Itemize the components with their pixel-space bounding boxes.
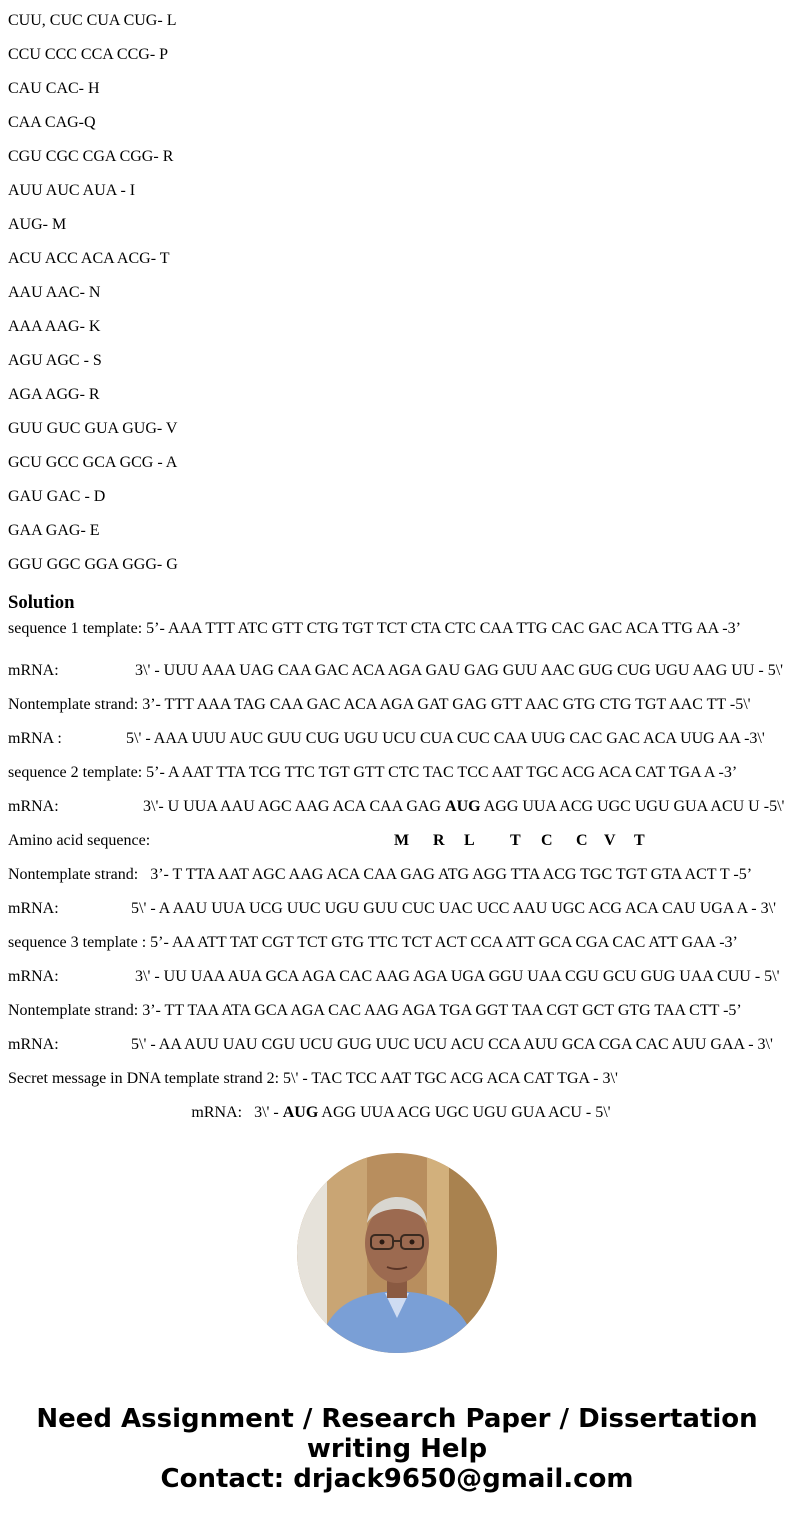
seq1-mrna-line xyxy=(8,650,794,684)
amino-acid-line xyxy=(8,820,794,854)
codon-line: GGU GGC GGA GGG- G xyxy=(8,556,178,573)
amino-acid-letter: C xyxy=(541,832,553,849)
mrna-label: mRNA : xyxy=(8,730,62,747)
codon-line: ACU ACC ACA ACG- T xyxy=(8,250,170,267)
mrna-label: mRNA: xyxy=(8,1036,59,1053)
mrna-label: mRNA: xyxy=(8,968,59,985)
amino-acid-letter: T xyxy=(634,832,645,849)
seq3-mrna-line xyxy=(8,956,794,990)
codon-line: AUU AUC AUA - I xyxy=(8,182,136,199)
seq1-template-line: sequence 1 template: 5’- AAA TTT ATC GTT CTG TGT TCT CTA CTC CAA TTG CAC GAC ACA TTG AA -3’ xyxy=(8,620,741,637)
codon-line: GCU GCC GCA GCG - A xyxy=(8,454,178,471)
codon-line: GAA GAG- E xyxy=(8,522,100,539)
promo-contact: Contact: drjack9650@gmail.com xyxy=(160,1464,634,1494)
codon-line: CAA CAG-Q xyxy=(8,114,96,131)
seq3-nontemplate-line: Nontemplate strand: 3’- TT TAA ATA GCA AGA CAC AAG AGA TGA GGT TAA CGT GCT GTG TAA CTT -5’ xyxy=(8,1002,742,1019)
seq2-mrna-line xyxy=(8,786,794,820)
amino-acid-label: Amino acid sequence: xyxy=(8,832,151,849)
codon-line: CUU, CUC CUA CUG- L xyxy=(8,12,177,29)
start-codon: AUG xyxy=(445,798,481,815)
codon-line: AAA AAG- K xyxy=(8,318,101,335)
mrna-seq-part: AGG UUA ACG UGC UGU GUA ACU - 5\' xyxy=(318,1104,611,1121)
mrna-label: mRNA: xyxy=(8,900,59,917)
mrna-sequence xyxy=(143,797,784,817)
solution-heading: Solution xyxy=(8,592,75,613)
amino-acid-letter: M xyxy=(394,832,410,849)
amino-acid-letter: T xyxy=(510,832,521,849)
mrna-seq-part: AGG UUA ACG UGC UGU GUA ACU U -5\' xyxy=(480,798,785,815)
amino-acid-letter: L xyxy=(464,832,475,849)
secret-message-line: Secret message in DNA template strand 2: 5\' - TAC TCC AAT TGC ACG ACA CAT TGA - 3\' xyxy=(8,1070,618,1087)
mrna-sequence: 3\' - UUU AAA UAG CAA GAC ACA AGA GAU GAG GUU AAC GUG CUG UGU AAG UU - 5\' xyxy=(135,662,784,679)
promo-line: Need Assignment / Research Paper / Dissertation xyxy=(36,1404,758,1434)
seq2-nontemplate-line: Nontemplate strand: 3’- T TTA AAT AGC AAG ACA CAA GAG ATG AGG TTA ACG TGC TGT GTA ACT T -5’ xyxy=(8,866,753,883)
mrna-sequence: 3\' - UU UAA AUA GCA AGA CAC AAG AGA UGA GGU UAA CGU GCU GUG UAA CUU - 5\' xyxy=(135,968,780,985)
amino-acid-letter: C xyxy=(576,832,588,849)
codon-line: GUU GUC GUA GUG- V xyxy=(8,420,178,437)
mrna-label: mRNA: xyxy=(8,662,59,679)
amino-acid-letter: R xyxy=(433,832,445,849)
codon-line: CAU CAC- H xyxy=(8,80,100,97)
document-body xyxy=(8,0,794,1124)
mrna-sequence: 5\' - A AAU UUA UCG UUC UGU GUU CUC UAC UCC AAU UGC ACG ACA CAU UGA A - 3\' xyxy=(131,900,776,917)
seq1-nontemplate-line: Nontemplate strand: 3’- TTT AAA TAG CAA GAC ACA AGA GAT GAG GTT AAC GTG CTG TGT AAC TT -5\' xyxy=(8,696,751,713)
codon-table xyxy=(8,0,794,578)
mrna-sequence: 5\' - AA AUU UAU CGU UCU GUG UUC UCU ACU CCA AUU GCA CGA CAC AUU GAA - 3\' xyxy=(131,1036,773,1053)
mrna-seq-part: 3\'- U UUA AAU AGC AAG ACA CAA GAG xyxy=(143,798,446,815)
codon-line: CGU CGC CGA CGG- R xyxy=(8,148,174,165)
codon-line: AAU AAC- N xyxy=(8,284,101,301)
mrna-seq-part: mRNA: 3\' - xyxy=(191,1104,283,1121)
start-codon: AUG xyxy=(282,1104,319,1121)
seq2-template-line: sequence 2 template: 5’- A AAT TTA TCG TTC TGT GTT CTC TAC TCC AAT TGC ACG ACA CAT TGA A -3’ xyxy=(8,764,738,781)
author-portrait-image xyxy=(297,1153,497,1353)
promo-line: writing Help xyxy=(306,1434,488,1464)
mrna-label: mRNA: xyxy=(8,798,59,815)
mrna-sequence: 5\' - AAA UUU AUC GUU CUG UGU UCU CUA CUC CAA UUG CAC GAC ACA UUG AA -3\' xyxy=(126,730,765,747)
codon-line: AUG- M xyxy=(8,216,67,233)
author-avatar xyxy=(297,1153,497,1353)
codon-line: AGU AGC - S xyxy=(8,352,102,369)
seq3-template-line: sequence 3 template : 5’- AA ATT TAT CGT TCT GTG TTC TCT ACT CCA ATT GCA CGA CAC ATT GAA -3’ xyxy=(8,934,738,951)
amino-acid-letter: V xyxy=(604,832,616,849)
codon-line: GAU GAC - D xyxy=(8,488,106,505)
codon-line: CCU CCC CCA CCG- P xyxy=(8,46,169,63)
seq1-mrna2-line xyxy=(8,718,794,752)
seq2-mrna2-line xyxy=(8,888,794,922)
seq3-mrna2-line xyxy=(8,1024,794,1058)
codon-line: AGA AGG- R xyxy=(8,386,100,403)
final-mrna-line xyxy=(8,1092,794,1124)
promo-banner xyxy=(0,1404,794,1494)
